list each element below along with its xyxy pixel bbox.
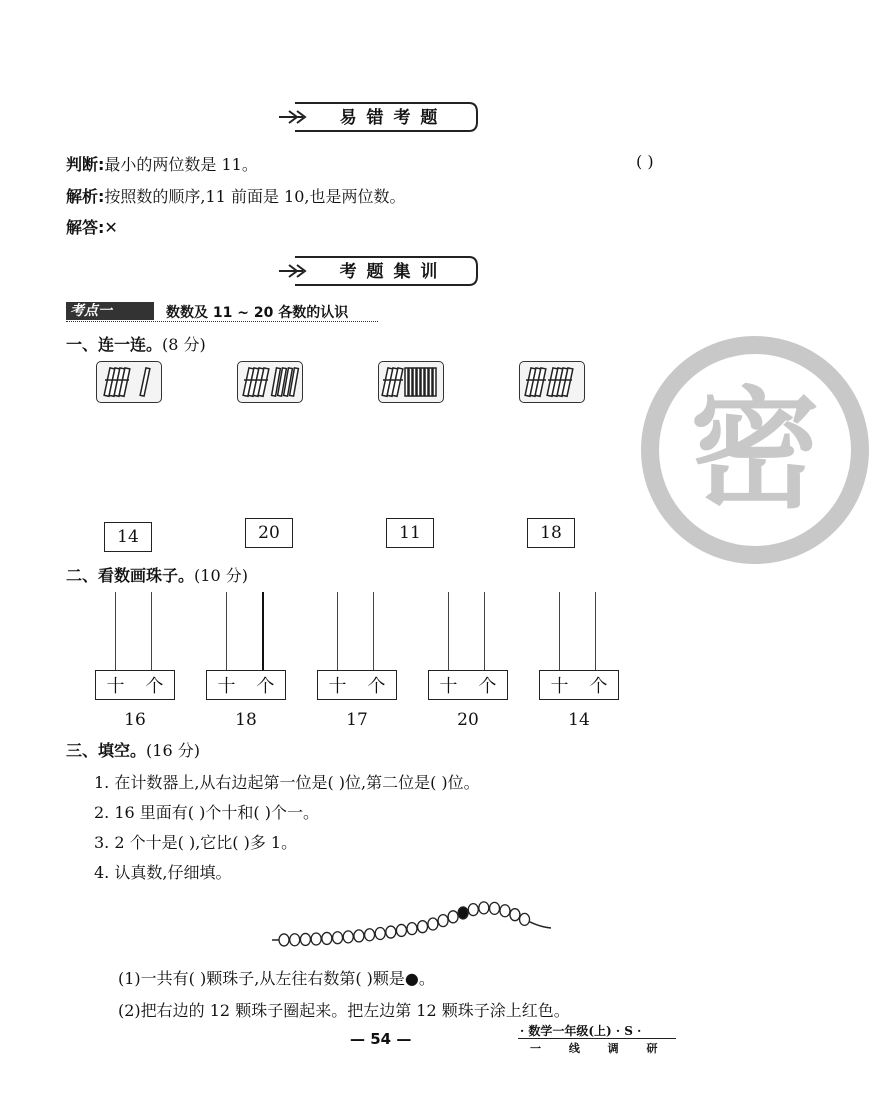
banner-title: 考 题 集 训 — [339, 262, 440, 282]
stick-bundle-picture[interactable] — [96, 361, 162, 403]
banner-title: 易 错 考 题 — [339, 108, 440, 128]
judge-text: 最小的两位数是 11。 — [104, 155, 258, 174]
judge-line — [66, 152, 258, 175]
ones-label: 个 — [478, 676, 497, 697]
bead[interactable] — [407, 923, 417, 935]
abacus-base — [95, 670, 175, 700]
bead[interactable] — [490, 902, 500, 914]
abacus[interactable] — [206, 592, 286, 702]
abacus-base — [428, 670, 508, 700]
answer-text: ✕ — [104, 218, 118, 237]
bead[interactable] — [448, 911, 458, 923]
section3-title-text: 三、填空。 — [66, 741, 147, 760]
abacus-base — [317, 670, 397, 700]
tens-label: 十 — [550, 676, 569, 697]
error-questions-banner — [277, 100, 477, 134]
section3-points: (16 分) — [146, 741, 200, 760]
stick-bundle-picture[interactable] — [237, 361, 303, 403]
analysis-line — [66, 184, 405, 207]
tens-label: 十 — [328, 676, 347, 697]
bead[interactable] — [300, 933, 310, 945]
abacus[interactable] — [428, 592, 508, 702]
fill-question-1[interactable]: 1. 在计数器上,从右边起第一位是( )位,第二位是( )位。 — [94, 773, 480, 792]
tens-rod[interactable] — [337, 592, 338, 671]
ones-label: 个 — [589, 676, 608, 697]
judge-answer-paren[interactable]: ( ) — [636, 152, 654, 171]
bead-question-1[interactable]: (1)一共有( )颗珠子,从左往右数第( )颗是●。 — [118, 969, 435, 988]
bead[interactable] — [520, 913, 530, 925]
bead[interactable] — [479, 902, 489, 914]
stick-bundle-picture[interactable] — [378, 361, 444, 403]
abacus-base — [539, 670, 619, 700]
ones-rod[interactable] — [595, 592, 596, 671]
answer-line — [66, 215, 118, 238]
bead[interactable] — [428, 918, 438, 930]
section1-title — [66, 332, 206, 355]
ones-rod[interactable] — [262, 592, 264, 671]
fill-question-4: 4. 认真数,仔细填。 — [94, 863, 232, 882]
abacus-number: 14 — [568, 710, 590, 730]
abacus-number: 16 — [124, 710, 146, 730]
watermark-char: 密 — [689, 374, 821, 526]
bead[interactable] — [375, 927, 385, 939]
section2-title — [66, 563, 248, 586]
knowledge-point-tag: 考点一 — [66, 302, 154, 320]
abacus-number: 20 — [457, 710, 479, 730]
bead-question-2: (2)把右边的 12 颗珠子圈起来。把左边第 12 颗珠子涂上红色。 — [118, 1001, 570, 1020]
ones-label: 个 — [256, 676, 275, 697]
section2-points: (10 分) — [194, 566, 248, 585]
section3-title — [66, 738, 200, 761]
bead-string-picture — [266, 888, 556, 950]
tens-rod[interactable] — [448, 592, 449, 671]
ones-label: 个 — [145, 676, 164, 697]
analysis-label: 解析: — [66, 187, 105, 206]
number-box[interactable]: 20 — [245, 518, 293, 548]
ones-label: 个 — [367, 676, 386, 697]
bead[interactable] — [396, 924, 406, 936]
bead[interactable] — [468, 904, 478, 916]
book-title: · 数学一年级(上) · S · — [520, 1024, 642, 1038]
bead[interactable] — [386, 926, 396, 938]
ones-rod[interactable] — [151, 592, 152, 671]
bead[interactable] — [311, 933, 321, 945]
number-box[interactable]: 11 — [386, 518, 434, 548]
judge-label: 判断: — [66, 155, 105, 174]
dotted-rule — [66, 321, 378, 322]
footer-divider — [518, 1038, 676, 1039]
bead[interactable] — [354, 930, 364, 942]
abacus-number: 17 — [346, 710, 368, 730]
number-box[interactable]: 14 — [104, 522, 152, 552]
analysis-text: 按照数的顺序,11 前面是 10,也是两位数。 — [104, 187, 406, 206]
training-banner — [277, 254, 477, 288]
abacus[interactable] — [317, 592, 397, 702]
abacus[interactable] — [95, 592, 175, 702]
bead[interactable] — [438, 915, 448, 927]
tens-label: 十 — [439, 676, 458, 697]
tens-label: 十 — [106, 676, 125, 697]
answer-label: 解答: — [66, 218, 105, 237]
bead[interactable] — [322, 932, 332, 944]
tens-label: 十 — [217, 676, 236, 697]
black-bead[interactable] — [458, 907, 468, 919]
section1-points: (8 分) — [162, 335, 206, 354]
bead[interactable] — [365, 929, 375, 941]
section2-title-text: 二、看数画珠子。 — [66, 566, 195, 585]
fill-question-3[interactable]: 3. 2 个十是( ),它比( )多 1。 — [94, 833, 298, 852]
tens-rod[interactable] — [559, 592, 560, 671]
bead[interactable] — [343, 931, 353, 943]
ones-rod[interactable] — [484, 592, 485, 671]
section1-title-text: 一、连一连。 — [66, 335, 163, 354]
tens-rod[interactable] — [115, 592, 116, 671]
bead[interactable] — [279, 934, 289, 946]
book-series: 一 线 调 研 — [530, 1042, 670, 1055]
watermark-seal — [640, 335, 870, 565]
stick-bundle-picture[interactable] — [519, 361, 585, 403]
bead[interactable] — [290, 934, 300, 946]
page-number: — 54 — — [350, 1030, 412, 1048]
fill-question-2[interactable]: 2. 16 里面有( )个十和( )个一。 — [94, 803, 319, 822]
bead[interactable] — [500, 905, 510, 917]
bead[interactable] — [418, 921, 428, 933]
tens-rod[interactable] — [226, 592, 227, 671]
bead[interactable] — [510, 909, 520, 921]
number-box[interactable]: 18 — [527, 518, 575, 548]
knowledge-point-header — [66, 302, 378, 322]
abacus-number: 18 — [235, 710, 257, 730]
ones-rod[interactable] — [373, 592, 374, 671]
knowledge-point-title: 数数及 11 ~ 20 各数的认识 — [166, 305, 349, 321]
bead[interactable] — [333, 932, 343, 944]
abacus[interactable] — [539, 592, 619, 702]
abacus-base — [206, 670, 286, 700]
